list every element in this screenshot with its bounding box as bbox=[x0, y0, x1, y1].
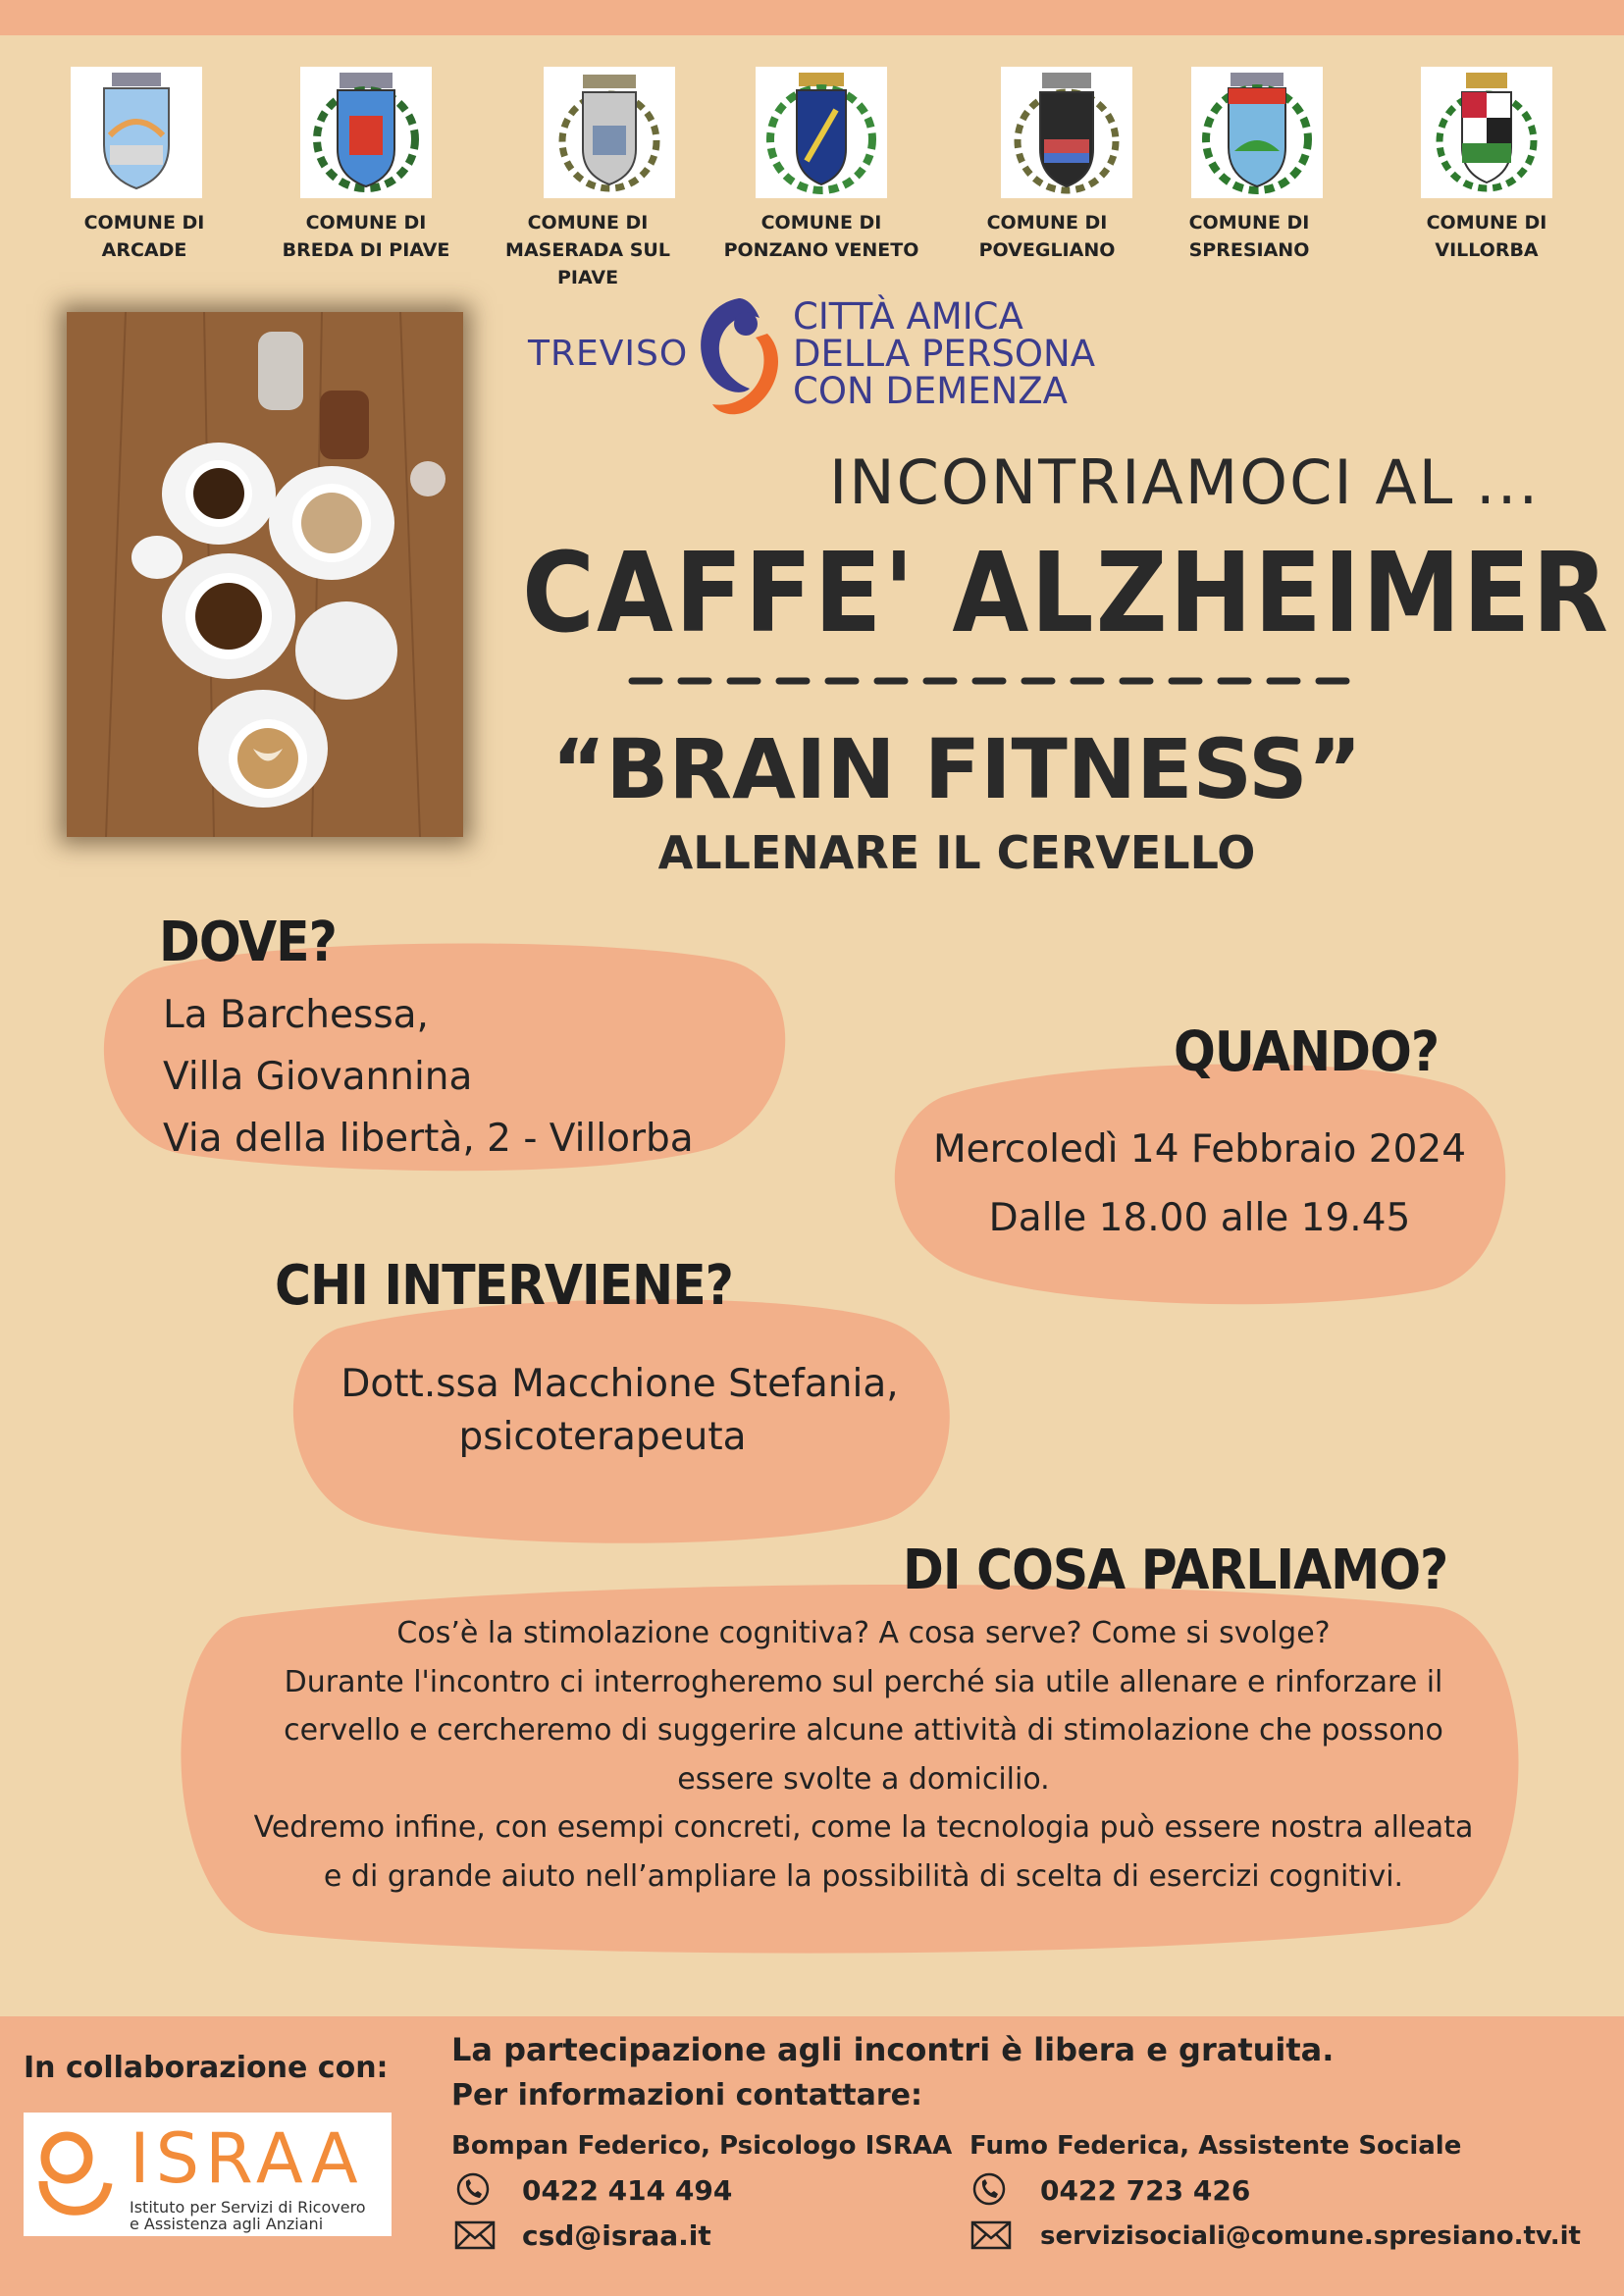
crest-label-povegliano: COMUNE DI POVEGLIANO bbox=[978, 212, 1116, 261]
logo-line-1: CITTÀ AMICA bbox=[793, 295, 1023, 338]
page-title: CAFFE' ALZHEIMER bbox=[522, 530, 1611, 657]
crest-label-arcade: COMUNE DI ARCADE bbox=[83, 212, 205, 261]
collab-label: In collaborazione con: bbox=[24, 2051, 389, 2085]
crest-label-maserada: COMUNE DI MASERADA SUL PIAVE bbox=[505, 212, 670, 288]
contact2-email[interactable]: servizisociali@comune.spresiano.tv.it bbox=[1040, 2221, 1581, 2251]
logo-line-3: CON DEMENZA bbox=[793, 370, 1068, 412]
contact1-name: Bompan Federico, Psicologo ISRAA bbox=[451, 2131, 953, 2161]
crest-label-spresiano: COMUNE DI SPRESIANO bbox=[1188, 212, 1310, 261]
pre-title: INCONTRIAMOCI AL ... bbox=[829, 446, 1541, 518]
crest-label-ponzano: COMUNE DI PONZANO VENETO bbox=[723, 212, 919, 261]
contact1-email[interactable]: csd@israa.it bbox=[522, 2219, 711, 2252]
crest-label-breda: COMUNE DI BREDA DI PIAVE bbox=[282, 212, 450, 261]
info-label: Per informazioni contattare: bbox=[451, 2078, 923, 2113]
israa-name: ISRAA bbox=[130, 2118, 364, 2199]
crest-arcade-icon bbox=[71, 67, 202, 198]
treviso-logo-icon bbox=[685, 294, 793, 417]
cosa-title: DI COSA PARLIAMO? bbox=[903, 1539, 1448, 1602]
quando-title: QUANDO? bbox=[1174, 1020, 1440, 1084]
mail-icon bbox=[969, 2218, 1013, 2253]
crest-label-villorba: COMUNE DI VILLORBA bbox=[1426, 212, 1547, 261]
logo-city: TREVISO bbox=[528, 334, 689, 374]
contact2-phone[interactable]: 0422 723 426 bbox=[1040, 2174, 1251, 2207]
contact2-name: Fumo Federica, Assistente Sociale bbox=[969, 2131, 1462, 2161]
israa-subtitle: Istituto per Servizi di Ricovero e Assistenza agli Anziani bbox=[130, 2198, 366, 2233]
crest-spresiano-icon bbox=[1191, 67, 1323, 198]
israa-logo-icon bbox=[33, 2120, 122, 2228]
free-participation: La partecipazione agli incontri è libera e gratuita. bbox=[451, 2031, 1335, 2068]
chi-text: Dott.ssa Macchione Stefania, psicoterapeuta bbox=[341, 1362, 899, 1459]
subtitle: “BRAIN FITNESS” bbox=[551, 721, 1362, 817]
crest-villorba-icon bbox=[1421, 67, 1552, 198]
israa-logo bbox=[24, 2113, 392, 2236]
tagline: ALLENARE IL CERVELLO bbox=[657, 826, 1256, 879]
treviso-logo bbox=[528, 294, 1097, 422]
phone-icon bbox=[969, 2171, 1013, 2207]
quando-text: Mercoledì 14 Febbraio 2024 Dalle 18.00 alle 19.45 bbox=[932, 1127, 1467, 1240]
dove-text: La Barchessa, Villa Giovannina Via della libertà, 2 - Villorba bbox=[163, 993, 694, 1161]
contact1-phone[interactable]: 0422 414 494 bbox=[522, 2174, 733, 2207]
dashed-divider bbox=[628, 673, 1354, 689]
dove-title: DOVE? bbox=[159, 911, 337, 974]
crest-ponzano-icon bbox=[756, 67, 887, 198]
cosa-text: Cos’è la stimolazione cognitiva? A cosa serve? Come si svolge? Durante l'incontro ci interrogheremo sul perché sia utile allenare e rinforzare il cervello e cercheremo di suggerire alcune attività di stimolazione che possono essere svolte a domicilio. Vedremo infine, con esempi concreti, come la tecnologia può essere nostra alleata e di grande aiuto nell’ampliare la possibilità di scelta di esercizi cognitivi. bbox=[253, 1616, 1474, 1894]
phone-icon bbox=[453, 2171, 497, 2207]
crest-maserada-icon bbox=[544, 67, 675, 198]
crest-povegliano-icon bbox=[1001, 67, 1132, 198]
logo-line-2: DELLA PERSONA bbox=[793, 333, 1096, 375]
chi-title: CHI INTERVIENE? bbox=[275, 1254, 733, 1318]
top-band bbox=[0, 0, 1624, 35]
crest-breda-icon bbox=[300, 67, 432, 198]
mail-icon bbox=[453, 2218, 497, 2253]
